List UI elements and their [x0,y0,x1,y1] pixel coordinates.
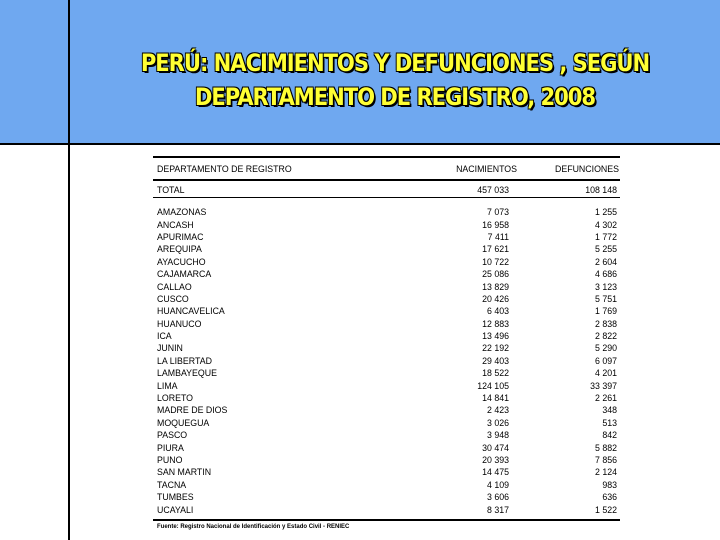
deaths-cell: 5 882 [594,442,617,453]
births-cell: 3 606 [486,492,509,503]
births-cell: 14 841 [482,393,509,404]
births-cell: 14 475 [482,467,509,478]
table-row [153,256,620,268]
table-row [153,491,620,503]
department-cell: CUSCO [157,293,189,304]
deaths-cell: 842 [602,430,617,441]
births-cell: 124 105 [477,380,509,391]
births-cell: 20 393 [482,455,509,465]
department-cell: PIURA [157,442,184,453]
births-cell: 3 026 [486,417,509,428]
department-cell: SAN MARTIN [157,467,212,478]
births-cell: 7 073 [486,207,509,218]
deaths-cell: 33 397 [590,380,617,391]
births-deaths-table [153,156,620,530]
births-cell: 16 958 [482,219,509,230]
table-row [153,342,620,354]
slide-title-line-1: PERÚ: NACIMIENTOS Y DEFUNCIONES , SEGÚN [140,49,650,77]
table-row [153,417,620,429]
department-cell: ANCASH [157,219,194,230]
department-cell: AYACUCHO [157,256,206,267]
department-cell: LAMBAYEQUE [157,368,217,379]
table-row [153,305,620,317]
header-deaths: DEFUNCIONES [554,164,619,174]
births-cell: 10 722 [482,256,509,267]
deaths-cell: 983 [602,479,617,490]
deaths-cell: 2 124 [594,467,617,478]
table-row [153,466,620,478]
department-cell: UCAYALI [157,504,194,515]
department-cell: JUNIN [157,343,183,354]
department-cell: AMAZONAS [157,207,207,218]
deaths-cell: 5 290 [594,343,617,354]
deaths-cell: 2 838 [594,318,617,329]
deaths-cell: 1 255 [594,207,617,218]
department-cell: CALLAO [157,281,192,292]
table-row [153,268,620,280]
department-cell: CAJAMARCA [157,269,212,280]
table-row [153,293,620,305]
table-row [153,479,620,491]
table-row [153,318,620,330]
births-cell: 12 883 [482,318,509,329]
total-deaths: 108 148 [585,185,617,195]
table-row [153,367,620,379]
deaths-cell: 4 201 [594,368,617,379]
department-cell: LA LIBERTAD [157,355,212,366]
table-row [153,429,620,441]
table-row [153,404,620,416]
births-cell: 17 621 [482,244,509,255]
deaths-cell: 3 123 [594,281,617,292]
deaths-cell: 2 604 [594,256,617,267]
table-row [153,441,620,453]
table-row [153,280,620,292]
department-cell: AREQUIPA [157,244,202,255]
slide-title-line-2: DEPARTAMENTO DE REGISTRO, 2008 [194,83,596,111]
table-row [153,231,620,243]
deaths-cell: 1 769 [594,306,617,317]
deaths-cell: 513 [602,417,617,428]
deaths-cell: 5 255 [594,244,617,255]
table-row [153,392,620,404]
table-row [153,503,620,515]
births-cell: 20 426 [482,293,509,304]
births-cell: 29 403 [482,355,509,366]
total-births: 457 033 [477,185,509,195]
department-cell: TUMBES [157,492,194,503]
deaths-cell: 5 751 [594,293,617,304]
births-cell: 7 411 [487,231,509,242]
births-cell: 6 403 [486,306,509,317]
births-cell: 3 948 [486,430,509,441]
header-births: NACIMIENTOS [456,164,517,174]
deaths-cell: 4 686 [594,269,617,280]
department-cell: ICA [157,331,172,342]
left-rail-corner [0,0,70,145]
table-body [153,206,620,516]
department-cell: HUANCAVELICA [157,306,225,317]
department-cell: LORETO [157,393,194,404]
births-cell: 13 496 [482,331,509,342]
table-row [153,218,620,230]
births-cell: 25 086 [482,269,509,280]
table-header [153,156,620,181]
births-cell: 8 317 [486,504,509,515]
births-cell: 30 474 [482,442,509,453]
department-cell: MOQUEGUA [157,417,210,428]
header-department: DEPARTAMENTO DE REGISTRO [157,164,292,174]
deaths-cell: 4 302 [594,219,617,230]
births-cell: 22 192 [482,343,509,354]
department-cell: HUANUCO [157,318,202,329]
department-cell: PUNO [157,455,183,465]
slide-title [109,46,681,114]
department-cell: MADRE DE DIOS [157,405,228,416]
table-row [153,355,620,367]
deaths-cell: 1 522 [594,504,617,515]
total-label: TOTAL [157,185,185,195]
department-cell: APURIMAC [157,231,204,242]
deaths-cell: 636 [602,492,617,503]
department-cell: PASCO [157,430,188,441]
department-cell: LIMA [157,380,178,391]
source-note: Fuente: Registro Nacional de Identificación y Estado Civil - RENIEC [153,519,620,530]
table-row [153,206,620,218]
deaths-cell: 348 [602,405,617,416]
deaths-cell: 1 772 [594,231,617,242]
births-cell: 2 423 [486,405,509,416]
births-cell: 13 829 [482,281,509,292]
births-cell: 4 109 [486,479,509,490]
table-row [153,454,620,466]
deaths-cell: 7 856 [594,455,617,465]
deaths-cell: 2 822 [594,331,617,342]
table-row [153,330,620,342]
births-cell: 18 522 [482,368,509,379]
deaths-cell: 6 097 [594,355,617,366]
table-row [153,379,620,391]
table-row [153,243,620,255]
deaths-cell: 2 261 [594,393,617,404]
total-row [153,183,620,198]
department-cell: TACNA [157,479,187,490]
